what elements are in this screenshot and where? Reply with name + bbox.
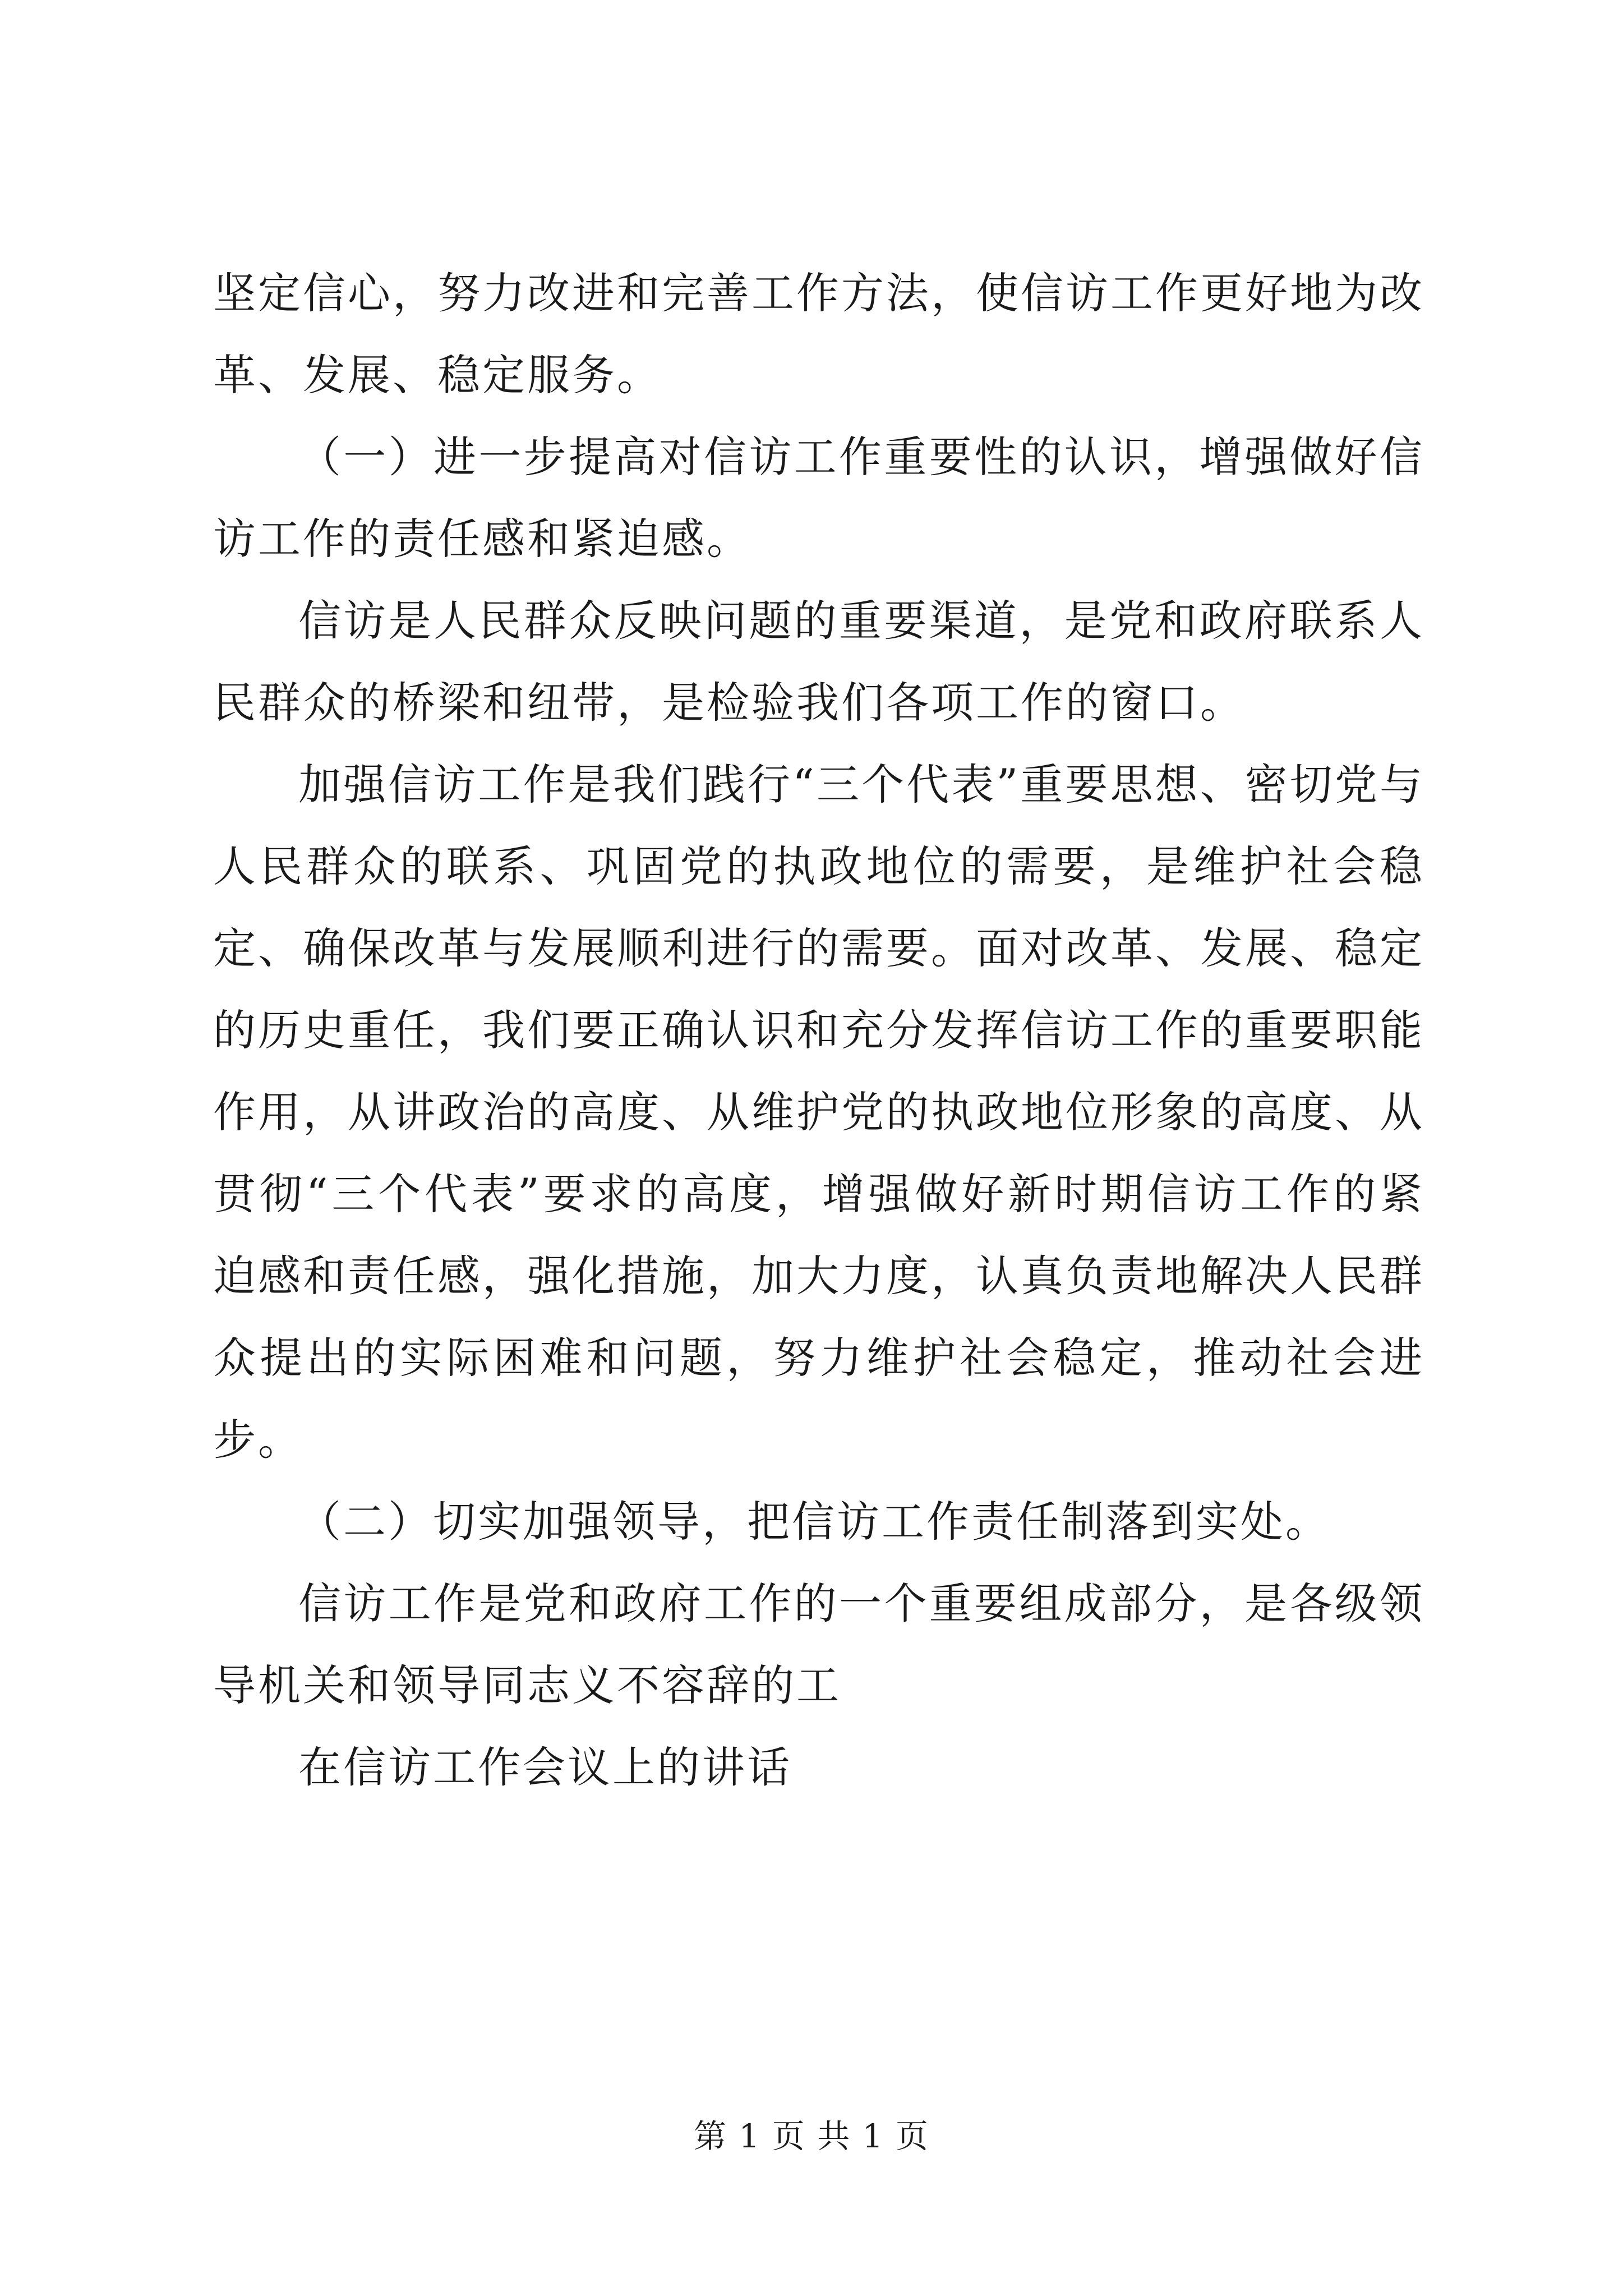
paragraph-petition-channel: 信访是人民群众反映问题的重要渠道，是党和政府联系人民群众的桥梁和纽带，是检验我们各项工作的窗口。 [213, 596, 1424, 728]
document-body [213, 252, 1424, 1809]
paragraph-strengthen-work: 加强信访工作是我们践行“三个代表”重要思想、密切党与人民群众的联系、巩固党的执政地位的需要，是维护社会稳定、确保改革与发展顺利进行的需要。面对改革、发展、稳定的历史重任，我们要正确认识和充分发挥信访工作的重要职能作用，从讲政治的高度、从维护党的执政地位形象的高度、从贯彻“三个代表”要求的高度，增强做好新时期信访工作的紧迫感和责任感，强化措施，加大力度，认真负责地解决人民群众提出的实际困难和问题，努力维护社会稳定，推动社会进步。 [213, 760, 1424, 1465]
section-heading-2: （二）切实加强领导，把信访工作责任制落到实处。 [298, 1497, 1330, 1547]
paragraph-continuation: 坚定信心，努力改进和完善工作方法，使信访工作更好地为改革、发展、稳定服务。 [213, 268, 1424, 400]
page-footer: 第 1 页 共 1 页 [694, 2117, 929, 2155]
paragraph-responsibility: 信访工作是党和政府工作的一个重要组成部分，是各级领导机关和领导同志义不容辞的工 [213, 1579, 1424, 1710]
section-heading-1: （一）进一步提高对信访工作重要性的认识，增强做好信访工作的责任感和紧迫感。 [213, 432, 1424, 564]
document-title-line: 在信访工作会议上的讲话 [298, 1742, 792, 1792]
